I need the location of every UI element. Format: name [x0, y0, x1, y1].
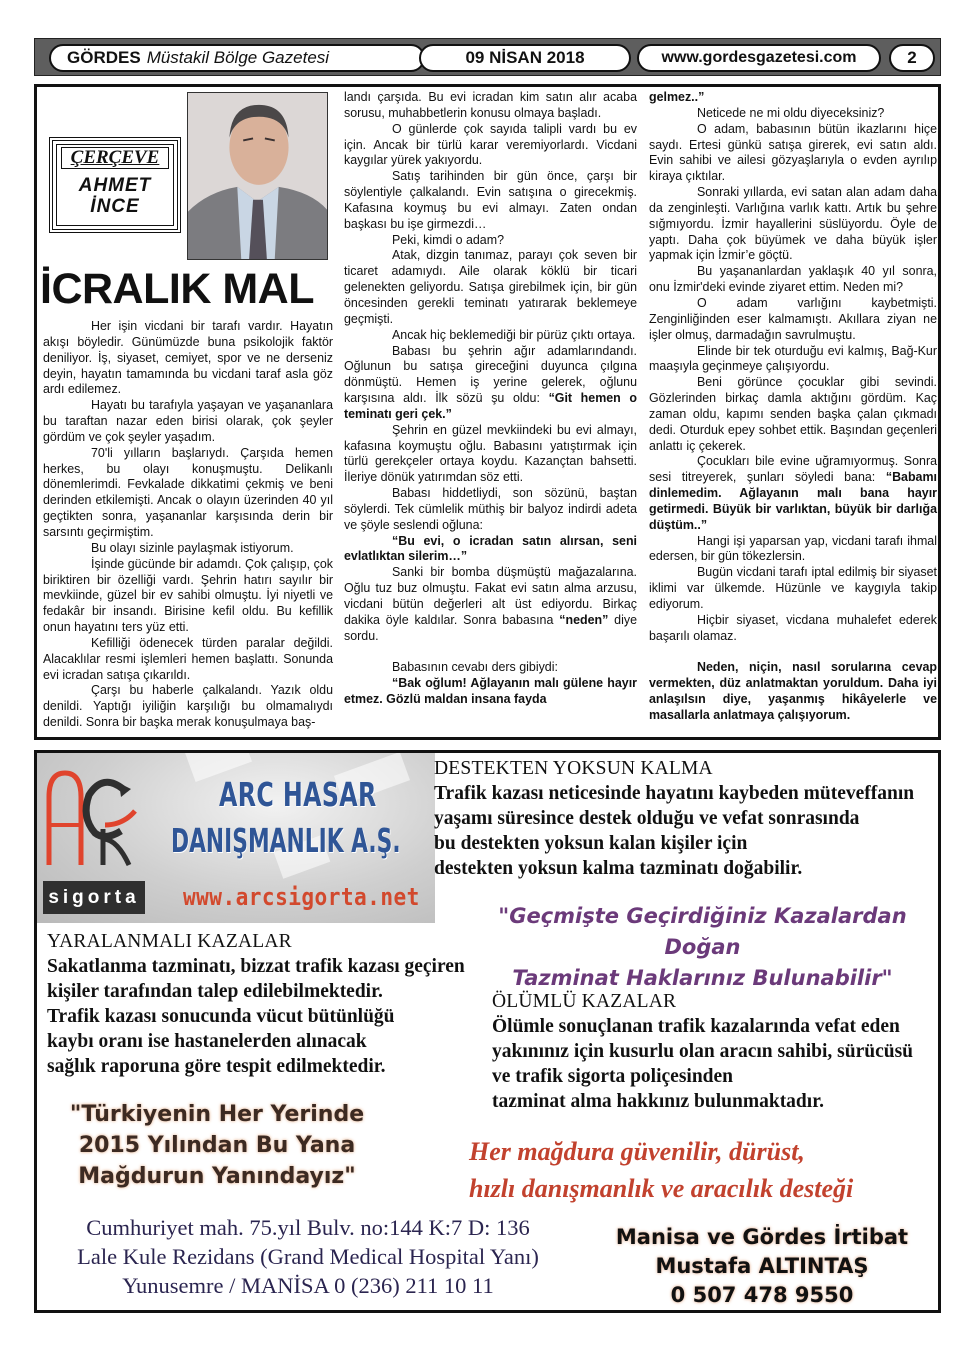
slogan-line: Her mağdura güvenilir, dürüst, — [469, 1137, 805, 1166]
section-destek — [434, 756, 914, 881]
contact-phone[interactable]: 0 507 478 9550 — [670, 1283, 854, 1307]
contact-person: Mustafa ALTINTAŞ — [655, 1254, 869, 1278]
office-address — [43, 1213, 573, 1300]
address-line: Lale Kule Rezidans (Grand Medical Hospital Yanı) — [77, 1244, 539, 1269]
quote-line: "Geçmişte Geçirdiğiniz Kazalardan Doğan — [498, 904, 907, 959]
article-paragraph: Çocukları bile evine uğramıyormuş. Sonra sesi titreyerek, şunları söyledi bana: “Babamı dinlemedim. Ağlayanın malı bana hayır getirmedi. Büyük bir varlıktan, büyük bir darlığa düştüm..” — [649, 454, 937, 532]
article-paragraph — [344, 645, 637, 661]
article-paragraph: Kefilliği ödenecek türden paralar değildi. Alacaklılar resmi işlemleri hemen başlattı. Sonunda evi icradan satışa çıkarıldı. — [43, 635, 333, 682]
article-paragraph: Ancak hiç beklemediği bir pürüz çıktı ortaya. — [392, 327, 636, 342]
article-paragraph: İşinde gücünde bir adamdı. Çok çalışıp, çok biriktiren bir özelliği vardı. Şehrin hatırı sayılır bir mevkiinde, güzel bir ev sahibi olmuştu. İyi niyetli ve fedakâr bir insandı. Birisine kefil oldu. Bu kefillik onun hayatını ters yüz etti. — [43, 556, 333, 635]
contact-line: Manisa ve Gördes İrtibat — [615, 1225, 909, 1249]
portrait-image — [188, 93, 327, 259]
article-paragraph: “Bu evi, o icradan satın alırsan, seni evlatlıktan silerim…” — [344, 533, 637, 564]
brown-quote — [57, 1099, 377, 1192]
issue-date: 09 NİSAN 2018 — [419, 44, 631, 72]
article-paragraph: Neden, niçin, nasıl sorularına cevap vermekten, düz anlatmaktan yoruldum. Daha iyi anlaşılsın diye, yaşanmış hikâyelerle ve masallarla anlatmaya çalışıyorum. — [649, 660, 937, 722]
section-line: yaşamı süresince destek olduğu ve vefat sonrasında — [434, 808, 860, 829]
article-headline: İCRALIK MAL — [40, 265, 314, 313]
article-paragraph: O adam, babasının bütün ikazlarını hiçe saydı. Ertesi günkü satışa girerek, evi satın aldı. Evin sahibi ve ailesi gözyaşlarıyla o evden ayrılıp kiraya çıktılar. — [649, 121, 937, 184]
section-line: yakınınız için kusurlu olan aracın sahibi, sürücüsü — [492, 1041, 914, 1062]
article-paragraph: Çarşı bu haberle çalkalandı. Yazık oldu denildi. Yaptığı iyiliğin karşılığı bu olmamalıydı denildi. Sonra bir başka merak konuşulmaya baş- — [43, 683, 333, 730]
article-paragraph: Bu yaşananlardan yaklaşık 40 yıl sonra, onu İzmir'deki evinde ziyaret ettim. Neden mi? — [649, 264, 937, 295]
section-title: YARALANMALI KAZALAR — [47, 931, 292, 952]
contact-info — [597, 1223, 927, 1310]
brand-name-line2: DANIŞMANLIK A.Ş. — [171, 821, 401, 860]
section-line: Ölümle sonuçlanan trafik kazalarında vefat eden — [492, 1016, 900, 1037]
article-paragraph: landı çarşıda. Bu evi icradan kim satın alır acaba sorusu, muhabbetlerin konusu olmaya başladı. — [344, 90, 637, 120]
masthead — [34, 38, 941, 76]
brand-website-link[interactable]: www.arcsigorta.net — [183, 883, 420, 911]
section-line: bu destekten yoksun kalan kişiler için — [434, 833, 748, 854]
article-column-1 — [43, 319, 333, 731]
author-first-name: AHMET — [78, 175, 152, 196]
article-paragraph: Bu olayı sizinle paylaşmak istiyorum. — [91, 540, 294, 555]
article-column-3 — [649, 90, 937, 724]
quote-line: "Türkiyenin Her Yerinde — [69, 1102, 365, 1127]
author-photo — [187, 92, 328, 260]
article-paragraph: Atak, dizgin tanımaz, parayı çok seven bir ticaret adamıydı. Aile olarak köklü bir ticari gelenekten geliyordu. Satışa girebilmek için, bir gün öncesinden gerekli teminatı yatırarak beklemeye geçmişti. — [344, 248, 637, 326]
section-line: Trafik kazası neticesinde hayatını kaybeden müteveffanın — [434, 783, 915, 804]
article-paragraph: Babasının cevabı ders gibiydi: — [392, 660, 558, 675]
section-line: sağlık raporuna göre tespit edilmektedir. — [47, 1056, 386, 1077]
quote-line: 2015 Yılından Bu Yana — [78, 1133, 356, 1158]
section-line: destekten yoksun kalma tazminatı doğabilir. — [434, 858, 803, 879]
article-paragraph: Beni görünce çocuklar gibi sevindi. Gözlerinden birkaç damla aktığını gördüm. Kaç zaman oldu, kapımı senden başka çalan çıkmadı dedi. Oturduk epey sohbet ettik. Başından geçenleri anlattı iç çekerek. — [649, 375, 937, 453]
article-paragraph: O adam varlığını kaybetmişti. Zenginliğinden eser kalmamıştı. Akıllara ziyan ne işler olmuş, darmadağın savrulmuştu. — [649, 295, 937, 342]
article-paragraph: Neticede ne mi oldu diyeceksiniz? — [697, 105, 885, 120]
section-yaralanmali — [47, 929, 465, 1079]
section-line: kaybı oranı ise hastanelerden alınacak — [47, 1031, 367, 1052]
address-line: Yunusemre / MANİSA 0 (236) 211 10 11 — [122, 1273, 494, 1298]
article-paragraph: Hiçbir siyaset, vicdana muhalefet ederek başarılı olamaz. — [649, 612, 937, 643]
article-paragraph: Satış tarihinden bir gün önce, çarşı bir söylentiyle çalkalandı. Evin satışına o girecekmiş. Kafasına koymuş bu evi almayı. Zaten ondan başkası bu işe girmezdi… — [344, 169, 637, 231]
section-line: kişiler tarafından talep edilebilmektedir. — [47, 981, 383, 1002]
paper-subtitle: Müstakil Bölge Gazetesi — [146, 48, 330, 67]
article-paragraph — [649, 645, 937, 661]
ad-banner — [37, 753, 435, 923]
author-last-name: İNCE — [90, 196, 140, 217]
slogan-line: hızlı danışmanlık ve aracılık desteği — [469, 1174, 854, 1203]
section-title: DESTEKTEN YOKSUN KALMA — [434, 758, 713, 779]
article-paragraph: Her işin vicdani bir tarafı vardır. Hayatın akışı böyledir. Günümüzde buna psikolojik faktör deniliyor. İş, siyaset, cemiyet, spor ve ne derseniz deyin, hayatın tamamında bu vicdani taraf asla göz ardı edilemez. — [43, 319, 333, 397]
article-paragraph: Hangi işi yaparsan yap, vicdani tarafı ihmal edersen, bir gün tökezlersin. — [649, 533, 937, 564]
advertisement — [34, 750, 941, 1313]
sigorta-badge: sigorta — [43, 881, 145, 914]
address-line: Cumhuriyet mah. 75.yıl Bulv. no:144 K:7 D: 136 — [86, 1215, 530, 1240]
article-paragraph: Bugün vicdani tarafı iptal edilmiş bir siyaset iklimi var ülkemde. Hüzünle ve kaygıyla takip ediyorum. — [649, 565, 937, 611]
section-olumlu — [492, 989, 913, 1114]
purple-quote — [465, 901, 940, 994]
section-line: Sakatlanma tazminatı, bizzat trafik kazası geçiren — [47, 956, 465, 977]
article-paragraph: Babası bu şehrin ağır adamlarındandı. Oğlunun bu satışa gireceğini duyunca çılgına dönmüştü. Hemen iş yerine gelerek, oğlunu karşısına aldı. İlk sözü şu oldu: “Git hemen o teminatı geri çek.” — [344, 343, 637, 421]
arc-logo-icon — [43, 767, 139, 867]
section-line: ve trafik sigorta poliçesinden — [492, 1066, 734, 1087]
article-column-2 — [344, 90, 637, 708]
article-paragraph: Babası hiddetliydi, son sözünü, baştan söylerdi. Tek cümlelik müthiş bir balyoz indirdi adeta ve şöyle seslendi oğluna: — [344, 486, 637, 532]
paper-name: GÖRDES — [67, 48, 141, 67]
page-number: 2 — [889, 44, 935, 72]
article-paragraph: O günlerde çok sayıda talipli vardı bu ev için. Ancak bir türlü karar veremiyorlardı. Vicdani kaygılar yürek yakıyordu. — [344, 121, 637, 168]
article-paragraph: Elinde bir tek oturduğu evi kalmış, Bağ-Kur maaşıyla geçinmeye çalışıyordu. — [649, 343, 937, 374]
paper-title — [49, 44, 425, 72]
website-link[interactable]: www.gordesgazetesi.com — [637, 44, 881, 72]
quote-line: Mağdurun Yanındayız" — [78, 1164, 356, 1189]
quote-line: Tazminat Haklarınız Bulunabilir" — [512, 966, 893, 990]
column-byline — [49, 137, 181, 233]
article-paragraph: Hayatı bu tarafıyla yaşayan ve yaşananlara bu taraftan nazar eden birisi olarak, çok şeyler gördüm ve çok şeyler yaşadım. — [43, 398, 333, 444]
article-paragraph: 70'li yılların başlarıydı. Çarşıda hemen herkes, bu olayı konuşmuştu. Delikanlı dönemlerimdi. Fevkalade dikkatimi çekmiş ve beni derinden etkilemişti. Ancak o olayın üzerinden 40 yıl geçtikten sonra, yaşananlar karşısında derin bir sarsıntı geçirmiştim. — [43, 445, 333, 539]
article-paragraph: Sanki bir bomba düşmüştü mağazalarına. Oğlu tuz buz olmuştu. Fakat evi satın alma arzusu, vicdani bütün değerleri alt üst ediyordu. Birkaç dakika öyle kaldılar. Sonra babasına “neden” diye sordu. — [344, 565, 637, 643]
article-paragraph: Peki, kimdi o adam? — [392, 232, 504, 247]
section-line: Trafik kazası sonucunda vücut bütünlüğü — [47, 1006, 395, 1027]
article-paragraph: “Bak oğlum! Ağlayanın malı gülene hayır etmez. Gözlü maldan insana fayda — [344, 676, 637, 707]
article-paragraph: gelmez..” — [649, 90, 705, 104]
section-line: tazminat alma hakkınız bulunmaktadır. — [492, 1091, 824, 1112]
section-title: ÖLÜMLÜ KAZALAR — [492, 991, 677, 1012]
column-name: ÇERÇEVE — [61, 147, 169, 169]
article-paragraph: Şehrin en güzel mevkiindeki bu evi almayı, kafasına koymuştu oğlu. Babasını yatıştırmak için türlü gerekçeler ortaya koydu. Kazançtan bahsetti. İleriye dönük yatırımdan söz etti. — [344, 422, 637, 485]
red-slogan — [469, 1133, 853, 1207]
article — [34, 84, 941, 740]
brand-name-line1: ARC HASAR — [219, 775, 377, 814]
article-paragraph: Sonraki yıllarda, evi satan alan adam daha da zenginleşti. Varlığına varlık kattı. Artık bu şehre sığmıyordu. İzmir hayallerini süslüyordu. Öyle de yaptı. Daha çok büyümek ve daha büyük işler yapmak için İzmir’e göçtü. — [649, 185, 937, 263]
